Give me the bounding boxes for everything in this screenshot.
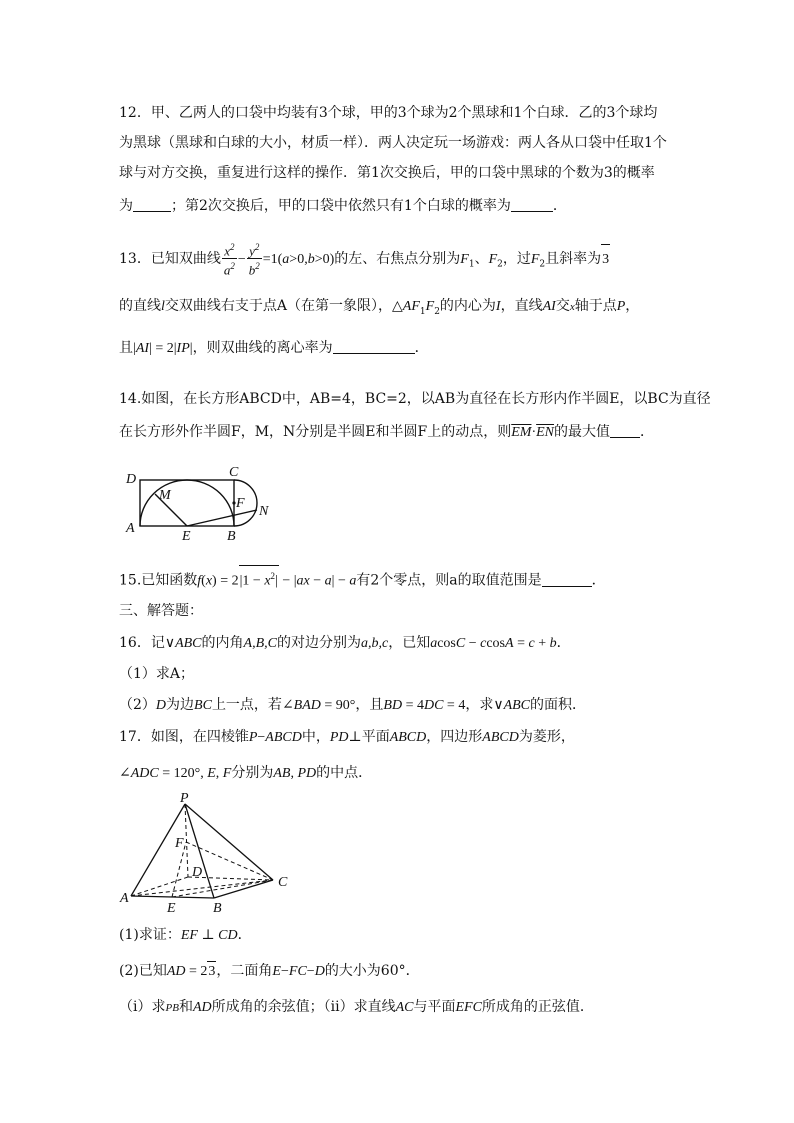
q17-part-3: （i）求PB和AD所成角的余弦值；（ii）求直线AC与平面EFC所成角的正弦值．	[119, 999, 594, 1015]
q12-line-2: 为黑球（黑球和白球的大小，材质一样）．两人决定玩一场游戏：两人各从口袋中任取1个	[119, 135, 667, 151]
q14-line-2: 在长方形外作半圆F，M，N分别是半圆E和半圆F上的动点，则$\overline{EM}\cdot\overline{EN}$的最大值 ．	[119, 424, 655, 440]
label-B: B	[213, 901, 222, 916]
q16-line-2: （1）求A；	[119, 666, 195, 682]
q17-line-1: 17．如图，在四棱锥P−ABCD中，PD⊥平面ABCD，四边形ABCD为菱形，	[119, 729, 575, 745]
label-D: D	[126, 472, 137, 487]
q17-line-2: ∠ADC = 120°, E, F分别为AB, PD的中点．	[119, 765, 373, 781]
label-F: F	[175, 836, 184, 851]
q13-line-1: 13．已知双曲线 $\frac{x^2}{a^2}$ − $\frac{y^2}{b^2}$ =1(a>0,b>0)的左、右焦点分别为$F_1$、$F_2$，过$F_2$且斜率为3	[119, 242, 610, 278]
label-A: A	[120, 891, 129, 906]
answer-blank	[333, 339, 415, 354]
label-C: C	[278, 875, 288, 890]
label-M: M	[159, 488, 171, 503]
q13-line-2: 的直线l交双曲线右支于点A（在第一象限），$\triangle AF_1F_2$的内心为I，直线AI交x轴于点P，	[119, 298, 640, 317]
q17-part-2: (2)已知AD = 23，二面角E−FC−D的大小为60°．	[119, 961, 420, 982]
q12-line-4: 为 ；第2次交换后，甲的口袋中依然只有1个白球的概率为 ．	[119, 198, 567, 214]
answer-blank	[610, 423, 640, 438]
label-D: D	[192, 865, 203, 880]
q16-line-1: 16．记∨ABC的内角A,B,C的对边分别为a,b,c，已知acosC − ccosA = c + b．	[119, 635, 571, 651]
q17-figure-pyramid	[116, 790, 296, 920]
label-C: C	[229, 465, 239, 480]
label-N: N	[259, 504, 269, 519]
answer-blank	[511, 197, 553, 212]
q12-line-1: 12．甲、乙两人的口袋中均装有3个球，甲的3个球为2个黑球和1个白球．乙的3个球均	[119, 105, 658, 121]
label-E: E	[167, 901, 176, 916]
label-F: F	[236, 496, 245, 511]
fraction-x2-a2: $\frac{x^2}{a^2}$	[223, 242, 235, 278]
label-E: E	[182, 529, 191, 544]
label-P: P	[180, 791, 189, 806]
section-heading: 三、解答题：	[119, 603, 203, 619]
label-B: B	[227, 529, 236, 544]
q12-line-3: 球与对方交换，重复进行这样的操作．第1次交换后，甲的口袋中黑球的个数为3的概率	[119, 165, 655, 181]
q13-line-3: 且|AI| = 2|IP|，则双曲线的离心率为 ．	[119, 340, 429, 356]
q14-figure-rectangle-semicircles	[118, 462, 288, 547]
q17-part-1: (1)求证：EF ⊥ CD．	[119, 927, 252, 943]
q15-line: 15.已知函数$f(x) = 2|1 - x^2| - |ax - a| - a$有2个零点，则a的取值范围是 ．	[119, 565, 606, 592]
answer-blank	[542, 572, 592, 587]
label-A: A	[126, 521, 135, 536]
q16-line-3: （2）D为边BC上一点，若∠BAD = 90°，且BD = 4DC = 4，求∨ABC的面积．	[119, 697, 587, 713]
answer-blank	[133, 197, 171, 212]
q14-line-1: 14.如图，在长方形ABCD中，AB=4，BC=2，以AB为直径在长方形内作半圆E，以BC为直径	[119, 391, 711, 407]
fraction-y2-b2: $\frac{y^2}{b^2}$	[248, 242, 260, 278]
